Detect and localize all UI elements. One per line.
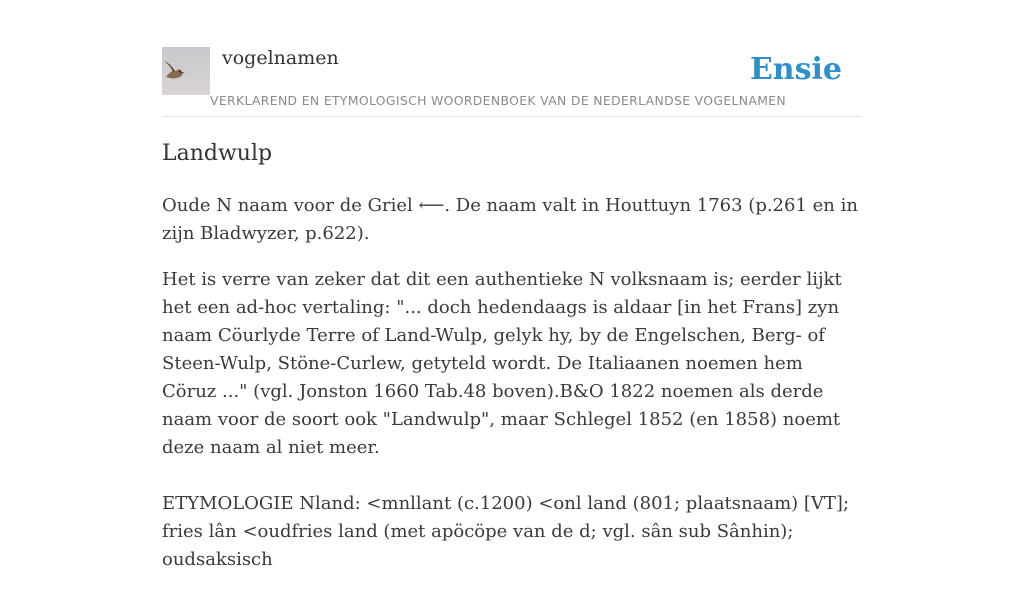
entry-paragraph-1 — [162, 192, 862, 248]
see-also-arrow-link[interactable]: ⟵ — [418, 195, 445, 216]
site-header — [162, 46, 862, 117]
brand-logo-link[interactable]: Ensie — [749, 52, 842, 87]
etymology-paragraph: ETYMOLOGIE Nland: <mnllant (c.1200) <onl land (801; plaatsnaam) [VT]; fries lân <oudfries land (met apöcöpe van de d; vgl. sân sub Sânhin); oudsaksisch — [162, 493, 850, 570]
p1-text: Oude N naam voor de Griel — [162, 195, 419, 216]
entry-paragraph-2: Het is verre van zeker dat dit een authentieke N volksnaam is; eerder lijkt het een ad-hoc vertaling: "... doch hedendaags is aldaar [in het Frans] zyn naam Cöurlyde Terre of Land-Wulp, gelyk hy, by de Engelschen, Berg- of Steen-Wulp, Stöne-Curlew, getyteld wordt. De Italiaanen noemen hem Cöruz ..." (vgl. Jonston 1660 Tab.48 boven).B&O 1822 noemen als derde naam voor de soort ook "Landwulp", maar Schlegel 1852 (en 1858) noemt deze naam al niet meer. — [162, 269, 842, 458]
p1-rest: . De naam valt in Houttuyn 1763 (p.261 en in zijn Bladwyzer, p.622). — [162, 195, 858, 244]
entry-content — [162, 138, 862, 592]
entry-title: Landwulp — [162, 141, 273, 166]
avatar[interactable] — [162, 47, 210, 95]
site-tagline: VERKLAREND EN ETYMOLOGISCH WOORDENBOEK VAN DE NEDERLANDSE VOGELNAMEN — [210, 93, 787, 108]
bird-photo-icon — [162, 47, 210, 95]
site-name-link[interactable]: vogelnamen — [222, 47, 339, 69]
